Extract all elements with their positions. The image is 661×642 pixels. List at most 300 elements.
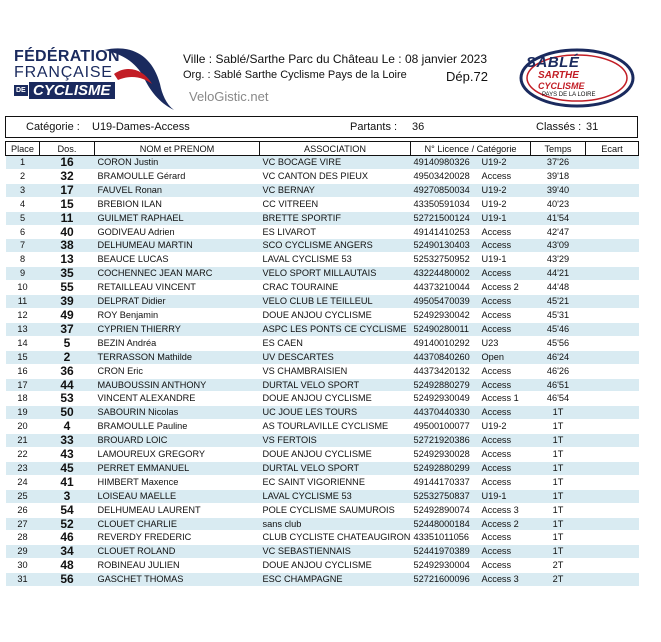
licence-number: 52492880299	[413, 462, 470, 473]
cell-licence	[411, 225, 531, 239]
cell-association: UC JOUE LES TOURS	[260, 406, 411, 420]
table-row	[6, 253, 639, 267]
table-row	[6, 308, 639, 322]
sable-sarthe-logo	[518, 48, 636, 108]
cell-ecart	[586, 392, 639, 406]
org-value: Sablé Sarthe Cyclisme Pays de la Loire	[213, 69, 407, 81]
cell-temps: 44'21	[531, 267, 586, 281]
velogistic-link[interactable]: VeloGistic.net	[189, 89, 269, 104]
cell-ecart	[586, 183, 639, 197]
cell-association: DURTAL VELO SPORT	[260, 461, 411, 475]
col-header-temps: Temps	[531, 142, 586, 156]
cell-association: VC CANTON DES PIEUX	[260, 169, 411, 183]
cell-dos: 45	[40, 461, 95, 475]
licence-number: 52532750837	[413, 490, 470, 501]
licence-category: Access	[481, 462, 512, 473]
licence-number: 52721920386	[413, 435, 470, 446]
licence-number: 43351011056	[413, 532, 470, 543]
cell-name: COCHENNEC JEAN MARC	[95, 267, 260, 281]
cell-ecart	[586, 336, 639, 350]
cell-place: 30	[6, 559, 40, 573]
cell-name: RETAILLEAU VINCENT	[95, 281, 260, 295]
table-row	[6, 197, 639, 211]
licence-number: 49500100077	[413, 421, 470, 432]
licence-category: U19-1	[481, 254, 507, 265]
cell-place: 18	[6, 392, 40, 406]
cell-licence	[411, 531, 531, 545]
cell-dos: 37	[40, 322, 95, 336]
cell-temps: 44'48	[531, 281, 586, 295]
cell-temps: 1T	[531, 475, 586, 489]
licence-category: Access	[481, 546, 512, 557]
cell-ecart	[586, 503, 639, 517]
cell-ecart	[586, 461, 639, 475]
cell-place: 6	[6, 225, 40, 239]
cell-dos: 5	[40, 336, 95, 350]
cell-association: CRAC TOURAINE	[260, 281, 411, 295]
cell-dos: 50	[40, 406, 95, 420]
cell-place: 26	[6, 503, 40, 517]
table-row	[6, 573, 639, 587]
table-row	[6, 406, 639, 420]
cell-dos: 13	[40, 253, 95, 267]
cell-association: VC BERNAY	[260, 183, 411, 197]
licence-number: 44373420132	[413, 365, 470, 376]
cell-dos: 40	[40, 225, 95, 239]
cell-association: ES CAEN	[260, 336, 411, 350]
cell-association: DOUE ANJOU CYCLISME	[260, 308, 411, 322]
cell-licence	[411, 183, 531, 197]
table-row	[6, 378, 639, 392]
cell-licence	[411, 322, 531, 336]
cell-dos: 48	[40, 559, 95, 573]
cell-temps: 45'46	[531, 322, 586, 336]
cell-ecart	[586, 364, 639, 378]
cell-temps: 1T	[531, 489, 586, 503]
cell-temps: 42'47	[531, 225, 586, 239]
table-row	[6, 267, 639, 281]
cell-licence	[411, 434, 531, 448]
cell-association: ES LIVAROT	[260, 225, 411, 239]
cell-ecart	[586, 239, 639, 253]
licence-number: 49505470039	[413, 296, 470, 307]
table-row	[6, 183, 639, 197]
event-location-date	[183, 52, 487, 66]
cell-place: 25	[6, 489, 40, 503]
classes-label: Classés :	[536, 121, 582, 133]
licence-number: 52492930028	[413, 449, 470, 460]
cell-licence	[411, 336, 531, 350]
cell-temps: 39'18	[531, 169, 586, 183]
licence-category: Access	[481, 365, 512, 376]
cell-ecart	[586, 489, 639, 503]
licence-number: 52490130403	[413, 240, 470, 251]
cell-association: DURTAL VELO SPORT	[260, 378, 411, 392]
cell-ecart	[586, 308, 639, 322]
licence-number: 44370840260	[413, 351, 470, 362]
cell-temps: 45'31	[531, 308, 586, 322]
sable-logo-line4: PAYS DE LA LOIRE	[542, 92, 596, 98]
cell-place: 9	[6, 267, 40, 281]
cell-association: EC SAINT VIGORIENNE	[260, 475, 411, 489]
cell-name: LOISEAU MAELLE	[95, 489, 260, 503]
table-row	[6, 475, 639, 489]
cell-temps: 46'54	[531, 392, 586, 406]
sable-logo-line2: SARTHE	[538, 70, 579, 81]
table-row	[6, 295, 639, 309]
table-row	[6, 322, 639, 336]
cell-temps: 1T	[531, 517, 586, 531]
licence-category: U19-2	[481, 157, 507, 167]
cell-dos: 44	[40, 378, 95, 392]
cell-place: 22	[6, 448, 40, 462]
col-header-licence: N° Licence / Catégorie	[411, 142, 531, 156]
cell-dos: 49	[40, 308, 95, 322]
cell-ecart	[586, 420, 639, 434]
cell-place: 23	[6, 461, 40, 475]
cell-licence	[411, 295, 531, 309]
cell-place: 16	[6, 364, 40, 378]
ville-value: Sablé/Sarthe Parc du Château	[215, 52, 379, 66]
table-row	[6, 336, 639, 350]
category-bar	[5, 116, 638, 138]
category-value: U19-Dames-Access	[92, 121, 190, 133]
cell-temps: 46'51	[531, 378, 586, 392]
cell-licence	[411, 489, 531, 503]
cell-temps: 2T	[531, 573, 586, 587]
cell-place: 13	[6, 322, 40, 336]
cell-ecart	[586, 211, 639, 225]
cell-place: 27	[6, 517, 40, 531]
cell-name: ROBINEAU JULIEN	[95, 559, 260, 573]
cell-place: 8	[6, 253, 40, 267]
licence-category: Open	[481, 351, 504, 362]
licence-category: U19-1	[481, 212, 507, 223]
cell-dos: 16	[40, 156, 95, 170]
licence-category: Access	[481, 226, 512, 237]
cell-dos: 36	[40, 364, 95, 378]
cell-name: TERRASSON Mathilde	[95, 350, 260, 364]
partants-label: Partants :	[350, 121, 398, 133]
cell-place: 3	[6, 183, 40, 197]
cell-temps: 37'26	[531, 156, 586, 170]
cell-dos: 41	[40, 475, 95, 489]
licence-number: 52490280011	[413, 323, 470, 334]
table-row	[6, 489, 639, 503]
cell-licence	[411, 169, 531, 183]
licence-category: Access	[481, 379, 512, 390]
licence-category: Access	[481, 449, 512, 460]
cell-dos: 11	[40, 211, 95, 225]
cell-temps: 1T	[531, 434, 586, 448]
cell-licence	[411, 448, 531, 462]
cell-place: 5	[6, 211, 40, 225]
cell-place: 17	[6, 378, 40, 392]
cell-association: DOUE ANJOU CYCLISME	[260, 559, 411, 573]
cell-licence	[411, 559, 531, 573]
cell-name: BRAMOULLE Pauline	[95, 420, 260, 434]
cell-name: GUILMET RAPHAEL	[95, 211, 260, 225]
licence-category: Access 3	[481, 504, 519, 515]
cell-temps: 41'54	[531, 211, 586, 225]
departement: Dép.72	[446, 69, 488, 84]
cell-ecart	[586, 322, 639, 336]
cell-licence	[411, 211, 531, 225]
cell-dos: 15	[40, 197, 95, 211]
ffc-swoosh-icon	[100, 44, 176, 112]
cell-temps: 1T	[531, 461, 586, 475]
cell-name: LAMOUREUX GREGORY	[95, 448, 260, 462]
cell-place: 1	[6, 156, 40, 170]
cell-place: 11	[6, 295, 40, 309]
cell-ecart	[586, 559, 639, 573]
licence-number: 52492880279	[413, 379, 470, 390]
licence-category: U19-2	[481, 198, 507, 209]
cell-dos: 46	[40, 531, 95, 545]
cell-ecart	[586, 169, 639, 183]
event-organizer	[183, 69, 407, 81]
cell-ecart	[586, 531, 639, 545]
cell-licence	[411, 267, 531, 281]
licence-category: Access	[481, 435, 512, 446]
partants-value: 36	[412, 121, 425, 133]
cell-licence	[411, 503, 531, 517]
cell-ecart	[586, 517, 639, 531]
cell-licence	[411, 308, 531, 322]
table-row	[6, 434, 639, 448]
date-value: 08 janvier 2023	[404, 52, 488, 66]
cell-temps: 43'29	[531, 253, 586, 267]
cell-ecart	[586, 267, 639, 281]
cell-name: DELPRAT Didier	[95, 295, 260, 309]
cell-ecart	[586, 295, 639, 309]
table-row	[6, 350, 639, 364]
ffc-logo-line1: FÉDÉRATION	[14, 48, 120, 65]
cell-ecart	[586, 156, 639, 170]
cell-temps: 1T	[531, 420, 586, 434]
licence-number: 49140010292	[413, 337, 470, 348]
sable-logo-line1: SABLÉ	[526, 54, 580, 71]
table-row	[6, 559, 639, 573]
cell-licence	[411, 253, 531, 267]
licence-number: 49503420028	[413, 170, 470, 181]
cell-association: CLUB CYCLISTE CHATEAUGIRON	[260, 531, 411, 545]
ffc-logo	[12, 44, 172, 112]
cell-association: VC SEBASTIENNAIS	[260, 545, 411, 559]
cell-dos: 2	[40, 350, 95, 364]
cell-licence	[411, 573, 531, 587]
cell-temps: 1T	[531, 545, 586, 559]
cell-dos: 17	[40, 183, 95, 197]
results-header-row	[6, 142, 639, 156]
cell-association: VS CHAMBRAISIEN	[260, 364, 411, 378]
cell-ecart	[586, 434, 639, 448]
cell-dos: 33	[40, 434, 95, 448]
licence-category: U23	[481, 337, 499, 348]
cell-name: MAUBOUSSIN ANTHONY	[95, 378, 260, 392]
cell-association: sans club	[260, 517, 411, 531]
table-row	[6, 545, 639, 559]
cell-association: VELO CLUB LE TEILLEUL	[260, 295, 411, 309]
cell-licence	[411, 420, 531, 434]
cell-name: CORON Justin	[95, 156, 260, 170]
cell-dos: 52	[40, 517, 95, 531]
cell-name: CLOUET CHARLIE	[95, 517, 260, 531]
results-body	[6, 156, 639, 587]
cell-ecart	[586, 406, 639, 420]
licence-category: Access	[481, 323, 512, 334]
licence-category: Access	[481, 560, 512, 571]
licence-number: 49144170337	[413, 476, 470, 487]
cell-name: GASCHET THOMAS	[95, 573, 260, 587]
cell-name: CYPRIEN THIERRY	[95, 322, 260, 336]
cell-temps: 45'21	[531, 295, 586, 309]
cell-place: 7	[6, 239, 40, 253]
cell-name: CLOUET ROLAND	[95, 545, 260, 559]
cell-ecart	[586, 573, 639, 587]
licence-category: Access 2	[481, 282, 519, 293]
cell-name: DELHUMEAU LAURENT	[95, 503, 260, 517]
cell-dos: 4	[40, 420, 95, 434]
cell-association: VS FERTOIS	[260, 434, 411, 448]
licence-number: 49270850034	[413, 184, 470, 195]
cell-place: 15	[6, 350, 40, 364]
cell-licence	[411, 406, 531, 420]
cell-temps: 46'26	[531, 364, 586, 378]
cell-temps: 1T	[531, 406, 586, 420]
table-row	[6, 239, 639, 253]
table-row	[6, 156, 639, 170]
licence-category: Access	[481, 532, 512, 543]
cell-temps: 39'40	[531, 183, 586, 197]
licence-category: Access 1	[481, 393, 519, 404]
sable-logo-line3: CYCLISME	[538, 81, 585, 91]
licence-category: Access	[481, 268, 512, 279]
licence-number: 44373210044	[413, 282, 470, 293]
licence-number: 52721500124	[413, 212, 470, 223]
cell-place: 4	[6, 197, 40, 211]
cell-temps: 46'24	[531, 350, 586, 364]
ville-label: Ville :	[183, 52, 213, 66]
cell-association: LAVAL CYCLISME 53	[260, 489, 411, 503]
col-header-ecart: Ecart	[586, 142, 639, 156]
table-row	[6, 225, 639, 239]
cell-temps: 40'23	[531, 197, 586, 211]
table-row	[6, 420, 639, 434]
licence-number: 52441970389	[413, 546, 470, 557]
licence-number: 52448000184	[413, 518, 470, 529]
cell-association: DOUE ANJOU CYCLISME	[260, 392, 411, 406]
licence-category: Access	[481, 170, 512, 181]
cell-name: FAUVEL Ronan	[95, 183, 260, 197]
licence-number: 52532750952	[413, 254, 470, 265]
cell-name: BEZIN Andréa	[95, 336, 260, 350]
licence-category: U19-2	[481, 421, 507, 432]
table-row	[6, 169, 639, 183]
licence-category: Access 2	[481, 518, 519, 529]
cell-name: PERRET EMMANUEL	[95, 461, 260, 475]
table-row	[6, 517, 639, 531]
cell-place: 21	[6, 434, 40, 448]
classes-value: 31	[586, 121, 599, 133]
cell-place: 14	[6, 336, 40, 350]
licence-number: 52492890074	[413, 504, 470, 515]
cell-name: GODIVEAU Adrien	[95, 225, 260, 239]
cell-name: SABOURIN Nicolas	[95, 406, 260, 420]
cell-association: DOUE ANJOU CYCLISME	[260, 448, 411, 462]
cell-ecart	[586, 197, 639, 211]
table-row	[6, 211, 639, 225]
cell-place: 28	[6, 531, 40, 545]
table-row	[6, 461, 639, 475]
col-header-association: ASSOCIATION	[260, 142, 411, 156]
cell-association: VELO SPORT MILLAUTAIS	[260, 267, 411, 281]
cell-association: ESC CHAMPAGNE	[260, 573, 411, 587]
cell-licence	[411, 545, 531, 559]
cell-licence	[411, 392, 531, 406]
cell-licence	[411, 281, 531, 295]
cell-licence	[411, 239, 531, 253]
date-label: Le :	[381, 52, 402, 66]
cell-licence	[411, 378, 531, 392]
cell-place: 12	[6, 308, 40, 322]
cell-name: BREBION ILAN	[95, 197, 260, 211]
col-header-name: NOM et PRENOM	[95, 142, 260, 156]
cell-licence	[411, 364, 531, 378]
cell-place: 20	[6, 420, 40, 434]
cell-licence	[411, 197, 531, 211]
cell-dos: 39	[40, 295, 95, 309]
cell-dos: 35	[40, 267, 95, 281]
cell-dos: 32	[40, 169, 95, 183]
licence-category: Access	[481, 407, 512, 418]
cell-name: BROUARD LOIC	[95, 434, 260, 448]
licence-number: 43224480002	[413, 268, 470, 279]
cell-licence	[411, 461, 531, 475]
cell-place: 10	[6, 281, 40, 295]
cell-dos: 53	[40, 392, 95, 406]
cell-ecart	[586, 545, 639, 559]
cell-licence	[411, 156, 531, 170]
cell-place: 31	[6, 573, 40, 587]
cell-dos: 3	[40, 489, 95, 503]
results-table	[5, 141, 639, 587]
licence-number: 44370440330	[413, 407, 470, 418]
cell-ecart	[586, 378, 639, 392]
cell-name: ROY Benjamin	[95, 308, 260, 322]
cell-association: VC BOCAGE VIRE	[260, 156, 411, 170]
cell-place: 19	[6, 406, 40, 420]
licence-number: 52492930004	[413, 560, 470, 571]
cell-temps: 45'56	[531, 336, 586, 350]
cell-name: DELHUMEAU MARTIN	[95, 239, 260, 253]
cell-ecart	[586, 448, 639, 462]
cell-association: SCO CYCLISME ANGERS	[260, 239, 411, 253]
cell-dos: 54	[40, 503, 95, 517]
cell-name: BRAMOULLE Gérard	[95, 169, 260, 183]
licence-category: Access	[481, 296, 512, 307]
licence-number: 52492930042	[413, 309, 470, 320]
cell-association: LAVAL CYCLISME 53	[260, 253, 411, 267]
org-label: Org. :	[183, 69, 211, 81]
licence-category: Access	[481, 309, 512, 320]
cell-name: CRON Eric	[95, 364, 260, 378]
cell-licence	[411, 517, 531, 531]
table-row	[6, 531, 639, 545]
cell-ecart	[586, 281, 639, 295]
cell-association: BRETTE SPORTIF	[260, 211, 411, 225]
cell-ecart	[586, 253, 639, 267]
